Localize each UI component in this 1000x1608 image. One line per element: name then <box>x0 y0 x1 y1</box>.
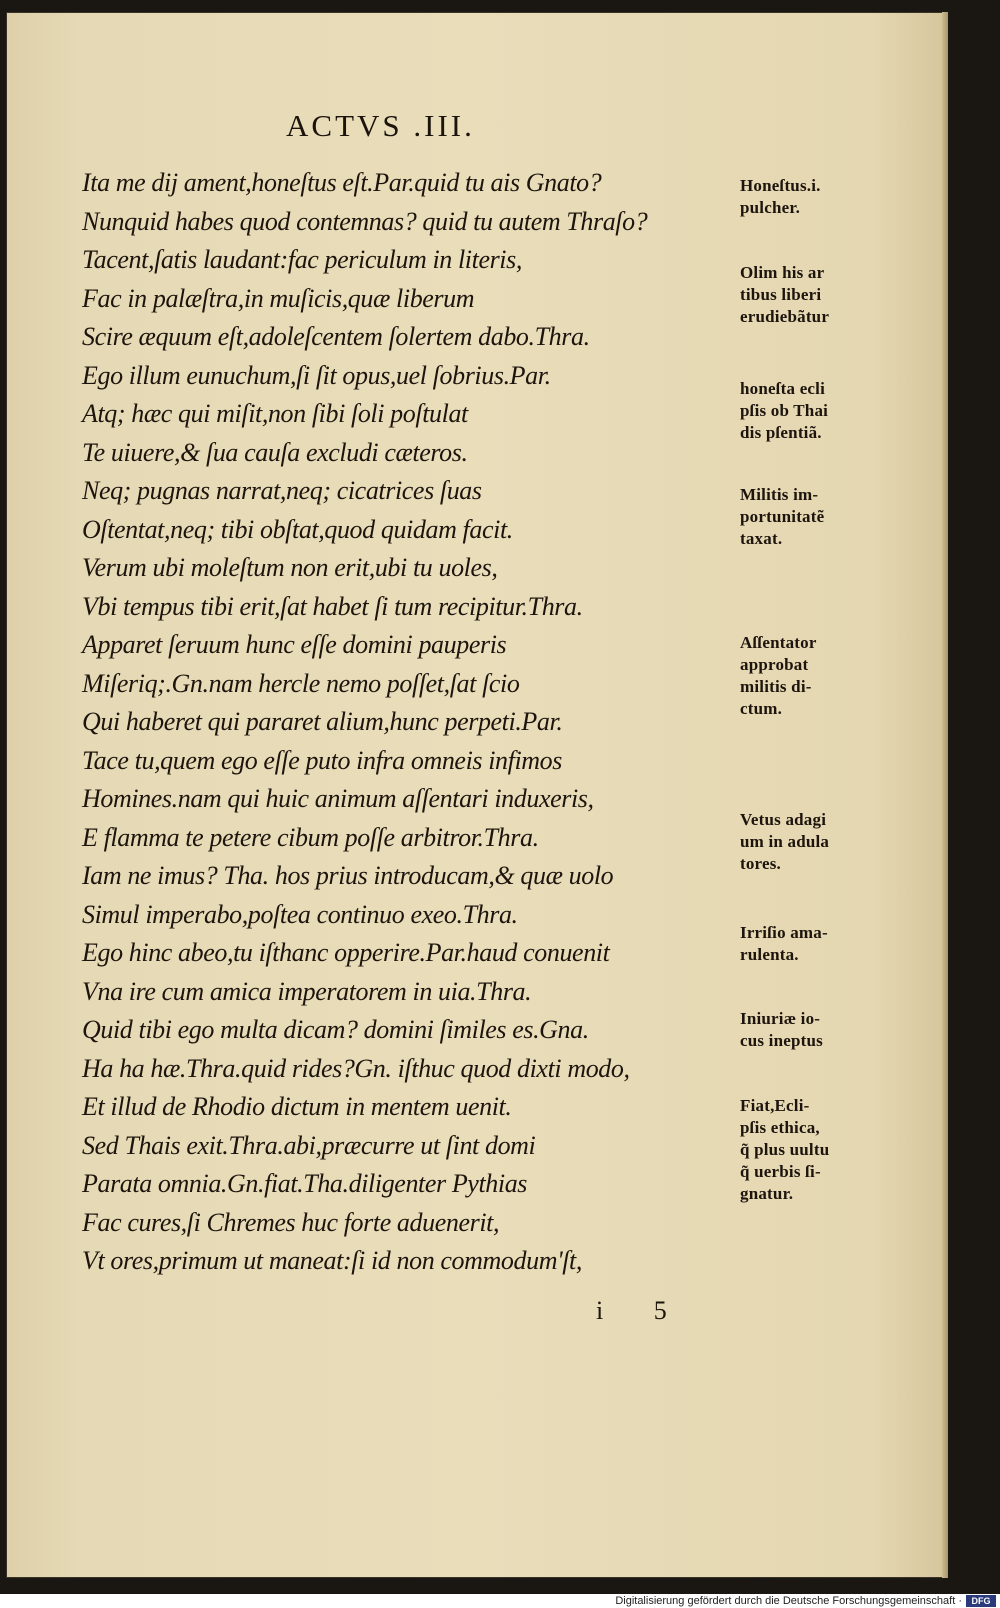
verse-line: Simul imperabo,poſtea continuo exeo.Thra. <box>82 899 518 929</box>
verse-line: Ita me dij ament,honeſtus eſt.Par.quid tu ais Gnato? <box>82 168 602 197</box>
marginal-note-line: Aſſentator <box>740 633 817 652</box>
book-page <box>6 12 948 1578</box>
verse-line: Te uiuere,& ſua cauſa excludi cæteros. <box>82 437 468 467</box>
verse-line: Vna ire cum amica imperatorem in uia.Thra. <box>82 976 532 1006</box>
verse-line: Oſtentat,neq; tibi obſtat,quod quidam facit. <box>82 514 513 544</box>
verse-line: Scire æquum eſt,adoleſcentem ſolertem dabo.Thra. <box>82 322 590 351</box>
page-edge <box>942 12 948 1578</box>
marginal-note-line: tores. <box>740 854 782 873</box>
marginal-note-line: portunitatẽ <box>740 507 825 526</box>
dfg-logo: DFG <box>966 1595 996 1607</box>
marginal-note-line: approbat <box>740 655 809 674</box>
verse-line: Vt ores,primum ut maneat:ſi id non commodum'ſt, <box>82 1246 582 1275</box>
verse-line: Ha ha hæ.Thra.quid rides?Gn. iſthuc quod dixti modo, <box>82 1053 630 1083</box>
marginal-note-line: taxat. <box>740 529 783 548</box>
marginal-note-line: Vetus adagi <box>740 810 827 829</box>
verse-line: Atq; hæc qui miſit,non ſibi ſoli poſtulat <box>82 399 468 428</box>
verse-line: Qui haberet qui pararet alium,hunc perpeti.Par. <box>82 707 563 736</box>
marginal-note <box>740 632 880 720</box>
verse-line: Sed Thais exit.Thra.abi,præcurre ut ſint domi <box>82 1130 536 1160</box>
verse-line: Nunquid habes quod contemnas? quid tu autem Thraſo? <box>82 206 648 236</box>
marginal-note <box>740 1095 880 1205</box>
marginal-note-line: ctum. <box>740 699 783 718</box>
verse-line: Ego illum eunuchum,ſi ſit opus,uel ſobrius.Par. <box>82 360 551 390</box>
digitization-credit: Digitalisierung gefördert durch die Deutsche Forschungsgemeinschaft · <box>615 1595 962 1607</box>
marginal-note-line: tibus liberi <box>740 285 822 304</box>
verse-line: Fac cures,ſi Chremes huc forte aduenerit, <box>82 1207 500 1237</box>
marginal-note-line: Olim his ar <box>740 263 825 282</box>
marginal-note-line: honeſta ecli <box>740 379 826 398</box>
marginal-note <box>740 922 880 966</box>
folio-signature: i 5 <box>596 1296 689 1325</box>
marginal-note-line: gnatur. <box>740 1184 794 1203</box>
verse-line: Et illud de Rhodio dictum in mentem uenit. <box>82 1092 512 1121</box>
verse-line: Homines.nam qui huic animum aſſentari induxeris, <box>82 784 594 813</box>
marginal-note <box>740 484 880 550</box>
verse-line: Neq; pugnas narrat,neq; cicatrices ſuas <box>82 476 482 505</box>
verse-line: Tacent,ſatis laudant:fac periculum in literis, <box>82 245 522 274</box>
marginal-note <box>740 1008 880 1052</box>
marginal-note-line: Honeſtus.i. <box>740 176 821 195</box>
marginal-note-line: militis di- <box>740 677 812 696</box>
marginal-note <box>740 262 880 328</box>
marginal-note-line: um in adula <box>740 832 830 851</box>
verse-line: Ego hinc abeo,tu iſthanc opperire.Par.haud conuenit <box>82 938 610 967</box>
verse-line: Miſeriq;.Gn.nam hercle nemo poſſet,ſat ſcio <box>82 668 520 698</box>
verse-line: Parata omnia.Gn.fiat.Tha.diligenter Pythias <box>82 1169 528 1198</box>
marginal-note-line: erudiebãtur <box>740 307 830 326</box>
page-header: ACTVS .III. <box>286 108 475 143</box>
marginal-note-line: pſis ethica, <box>740 1118 820 1137</box>
marginal-note-line: pulcher. <box>740 198 801 217</box>
marginal-note-line: rulenta. <box>740 945 799 964</box>
marginal-note-line: Irriſio ama- <box>740 923 828 942</box>
verse-text <box>82 164 742 1281</box>
marginal-note <box>740 809 880 875</box>
verse-line: Fac in palæſtra,in muſicis,quæ liberum <box>82 283 475 313</box>
verse-line: E flamma te petere cibum poſſe arbitror.Thra. <box>82 822 539 852</box>
marginal-note-line: q̃ uerbis ſi- <box>740 1162 821 1181</box>
verse-line: Tace tu,quem ego eſſe puto infra omneis infimos <box>82 745 562 775</box>
verse-line: Verum ubi moleſtum non erit,ubi tu uoles, <box>82 553 498 582</box>
verse-line: Vbi tempus tibi erit,ſat habet ſi tum recipitur.Thra. <box>82 591 583 621</box>
verse-line: Apparet ſeruum hunc eſſe domini pauperis <box>82 630 507 659</box>
marginal-note-line: dis pſentiã. <box>740 423 822 442</box>
marginal-note <box>740 175 880 219</box>
marginal-note-line: pſis ob Thai <box>740 401 829 420</box>
marginal-note-line: Fiat,Ecli- <box>740 1096 810 1115</box>
marginal-note <box>740 378 880 444</box>
marginal-note-line: Militis im- <box>740 485 819 504</box>
marginal-note-line: cus ineptus <box>740 1031 823 1050</box>
verse-line: Quid tibi ego multa dicam? domini ſimiles es.Gna. <box>82 1015 589 1044</box>
verse-line: Iam ne imus? Tha. hos prius introducam,& quæ uolo <box>82 861 614 890</box>
marginal-note-line: Iniuriæ io- <box>740 1009 821 1028</box>
marginal-note-line: q̃ plus uultu <box>740 1140 830 1159</box>
